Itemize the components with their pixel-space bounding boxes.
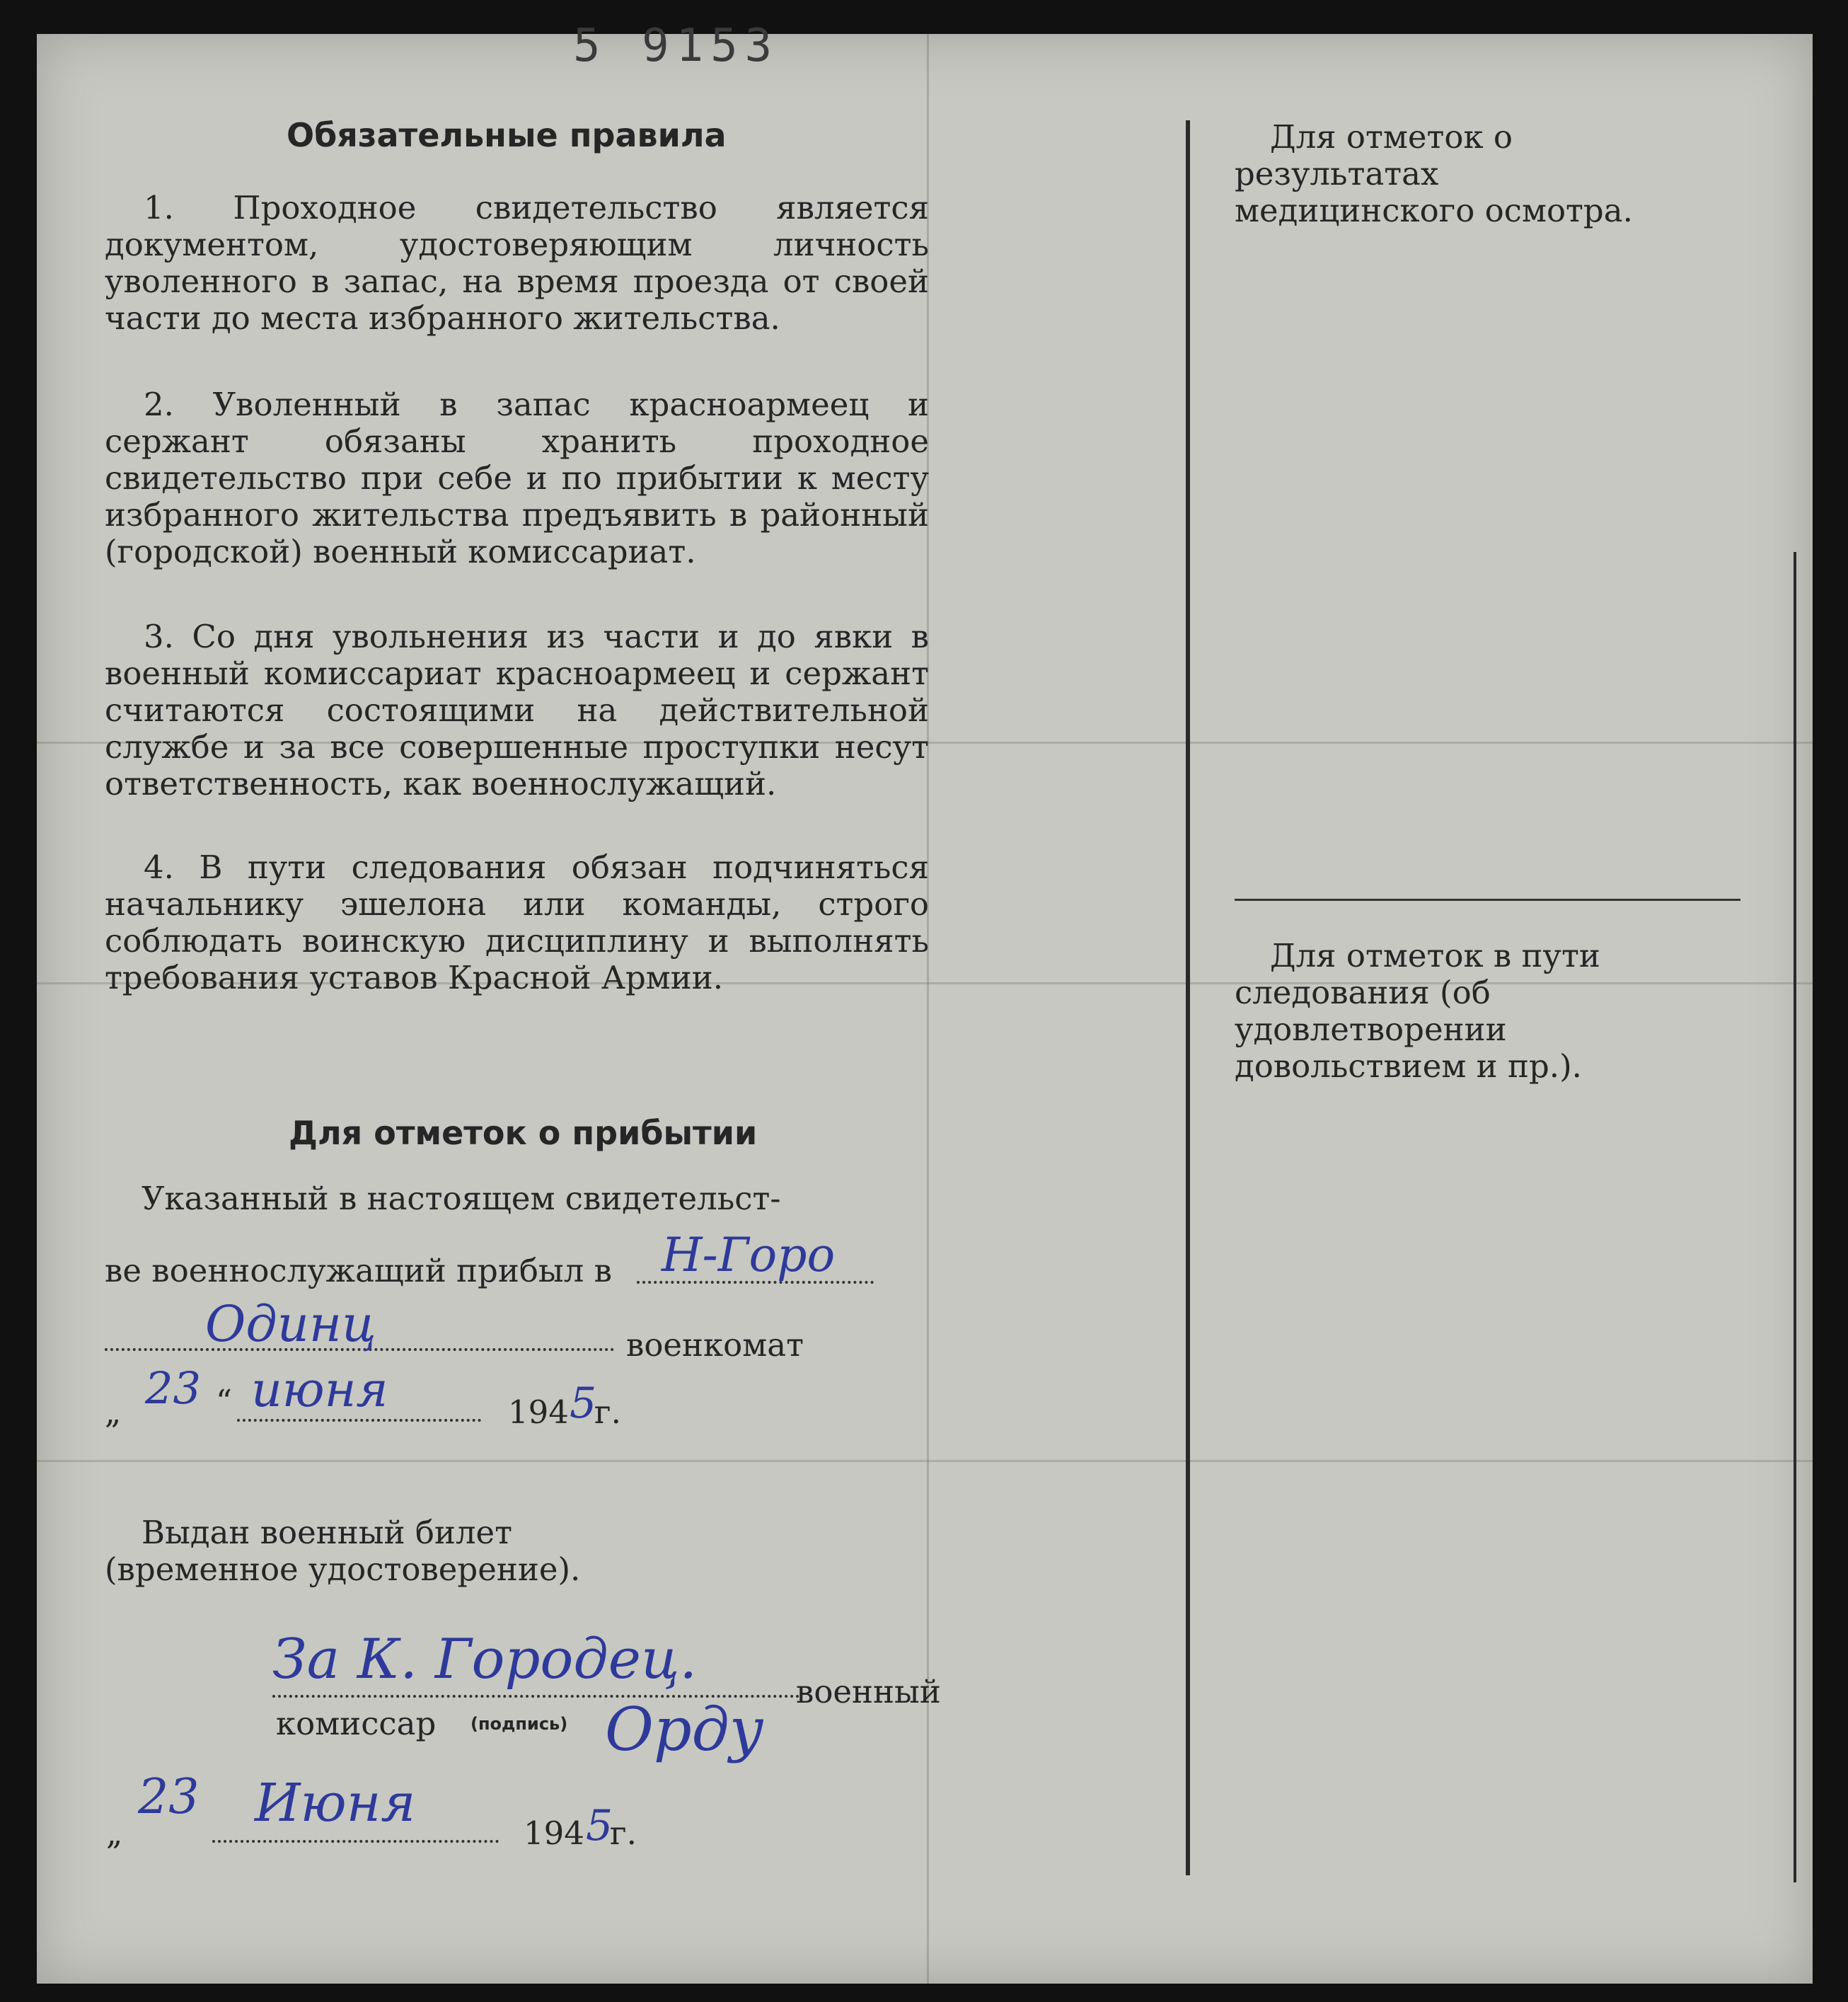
issued-year-prefix: 194 [524,1814,584,1852]
issued-year-suffix: г. [610,1814,637,1852]
handwritten-arrival-year-digit: 5 [570,1379,597,1428]
arrival-date-open-quote: „ [105,1393,122,1431]
issued-line-1: Выдан военный билет [142,1514,513,1551]
medical-section-separator [1235,899,1740,901]
horizontal-fold-crease-lower [37,1460,1813,1462]
signature-caption: (подпись) [470,1714,568,1734]
handwritten-issued-year-digit: 5 [586,1801,613,1851]
handwritten-autograph: Орду [605,1695,764,1764]
issued-month-line [212,1840,499,1843]
arrival-date-close-quote: “ [216,1383,233,1420]
handwritten-issued-month: Июня [255,1773,416,1834]
arrival-line-1: Указанный в настоящем свидетельст- [142,1180,781,1217]
arrival-year-prefix: 194 [508,1393,569,1431]
rules-title: Обязательные правила [287,116,727,154]
handwritten-arrival-month: июня [251,1362,388,1418]
perforated-number: 5 9153 [573,20,780,72]
role-line: комиссар [276,1705,437,1742]
handwritten-arrival-day: 23 [145,1362,201,1414]
handwritten-office: Одинц [205,1295,376,1353]
rule-item-1: 1. Проходное свидетельство является документом, удостоверяющим личность уволенного в запас, на время проезда от своей части до места избранного жительства. [105,189,929,337]
arrival-month-line [237,1419,481,1422]
arrival-year-suffix: г. [594,1393,621,1431]
travel-notes-label: Для отметок в пути следования (об удовлетворении довольствием и пр.). [1235,937,1600,1085]
issued-line-2: (временное удостоверение). [105,1551,581,1588]
handwritten-issued-day: 23 [138,1769,200,1825]
role-suffix: военный [796,1673,941,1710]
arrival-line-2: ве военнослужащий прибыл в [105,1252,612,1289]
right-column-divider [1186,120,1190,1875]
right-edge-rule [1794,552,1796,1882]
office-suffix: военкомат [626,1326,804,1364]
issued-date-open-quote: „ [106,1814,123,1852]
arrival-title: Для отметок о прибытии [289,1114,758,1152]
rule-item-4: 4. В пути следования обязан подчиняться начальнику эшелона или команды, строго соблюдать воинскую дисциплину и выполнять требования уставов Красной Армии. [105,848,929,996]
rule-item-3: 3. Со дня увольнения из части и до явки в военный комиссариат красноармеец и сержант считаются состоящими на действительной службе и за все совершенные проступки несут ответственность, как военнослужащий. [105,618,929,802]
rule-item-2: 2. Уволенный в запас красноармеец и сержант обязаны хранить проходное свидетельство при себе и по прибытии к месту избранного жительства предъявить в районный (городской) военный комиссариат. [105,386,929,570]
handwritten-arrival-place: Н-Горо [662,1228,836,1282]
handwritten-signature-name: За К. Городец. [272,1628,698,1691]
medical-notes-label: Для отметок о результатах медицинского осмотра. [1235,118,1633,229]
